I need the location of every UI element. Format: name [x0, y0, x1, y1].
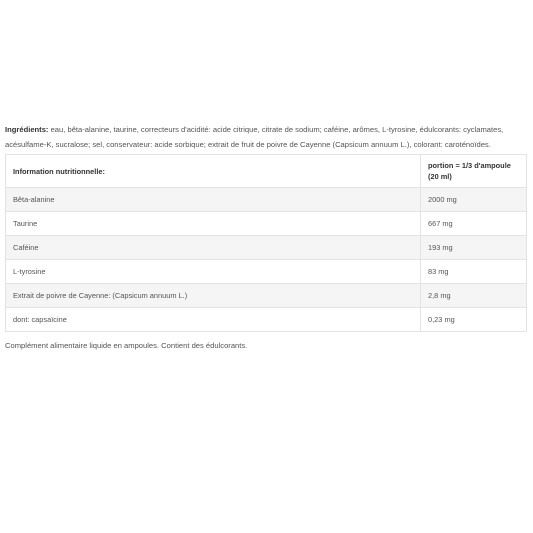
table-header-row [6, 155, 526, 187]
nutrient-name: dont: capsaïcine [13, 315, 67, 324]
table-row [6, 235, 526, 259]
nutrient-value: 193 mg [420, 236, 526, 259]
nutrient-value: 667 mg [420, 212, 526, 235]
table-row [6, 259, 526, 283]
table-row [6, 187, 526, 211]
table-row [6, 283, 526, 307]
ingredients-paragraph [5, 122, 505, 152]
nutrient-value: 0,23 mg [420, 308, 526, 331]
footer-note: Complément alimentaire liquide en ampoules. Contient des édulcorants. [5, 341, 248, 350]
table-row [6, 307, 526, 331]
table-row [6, 211, 526, 235]
nutrient-value: 2000 mg [420, 188, 526, 211]
ingredients-label: Ingrédients: [5, 125, 49, 134]
nutrient-value: 2,8 mg [420, 284, 526, 307]
header-portion: portion = 1/3 d'ampoule (20 ml) [420, 155, 526, 187]
nutrient-value: 83 mg [420, 260, 526, 283]
nutrient-name: Extrait de poivre de Cayenne: (Capsicum annuum L.) [13, 291, 188, 300]
header-nutrition-info: Information nutritionnelle: [13, 166, 105, 176]
nutrient-name: L-tyrosine [13, 267, 46, 276]
nutrient-name: Taurine [13, 219, 38, 228]
ingredients-text: eau, bêta-alanine, taurine, correcteurs d'acidité: acide citrique, citrate de sodium; caféine, arômes, L-tyrosine, édulcorants: cyclamates, acésulfame-K, sucralose; sel, conservateur: acide sorbique; extrait de fruit de poivre de Cayenne (Capsicum annuum L.), colorant: caroténoïdes. [5, 125, 504, 149]
nutrient-name: Caféine [13, 243, 39, 252]
nutrient-name: Bêta-alanine [13, 195, 55, 204]
nutrition-table [5, 154, 527, 332]
